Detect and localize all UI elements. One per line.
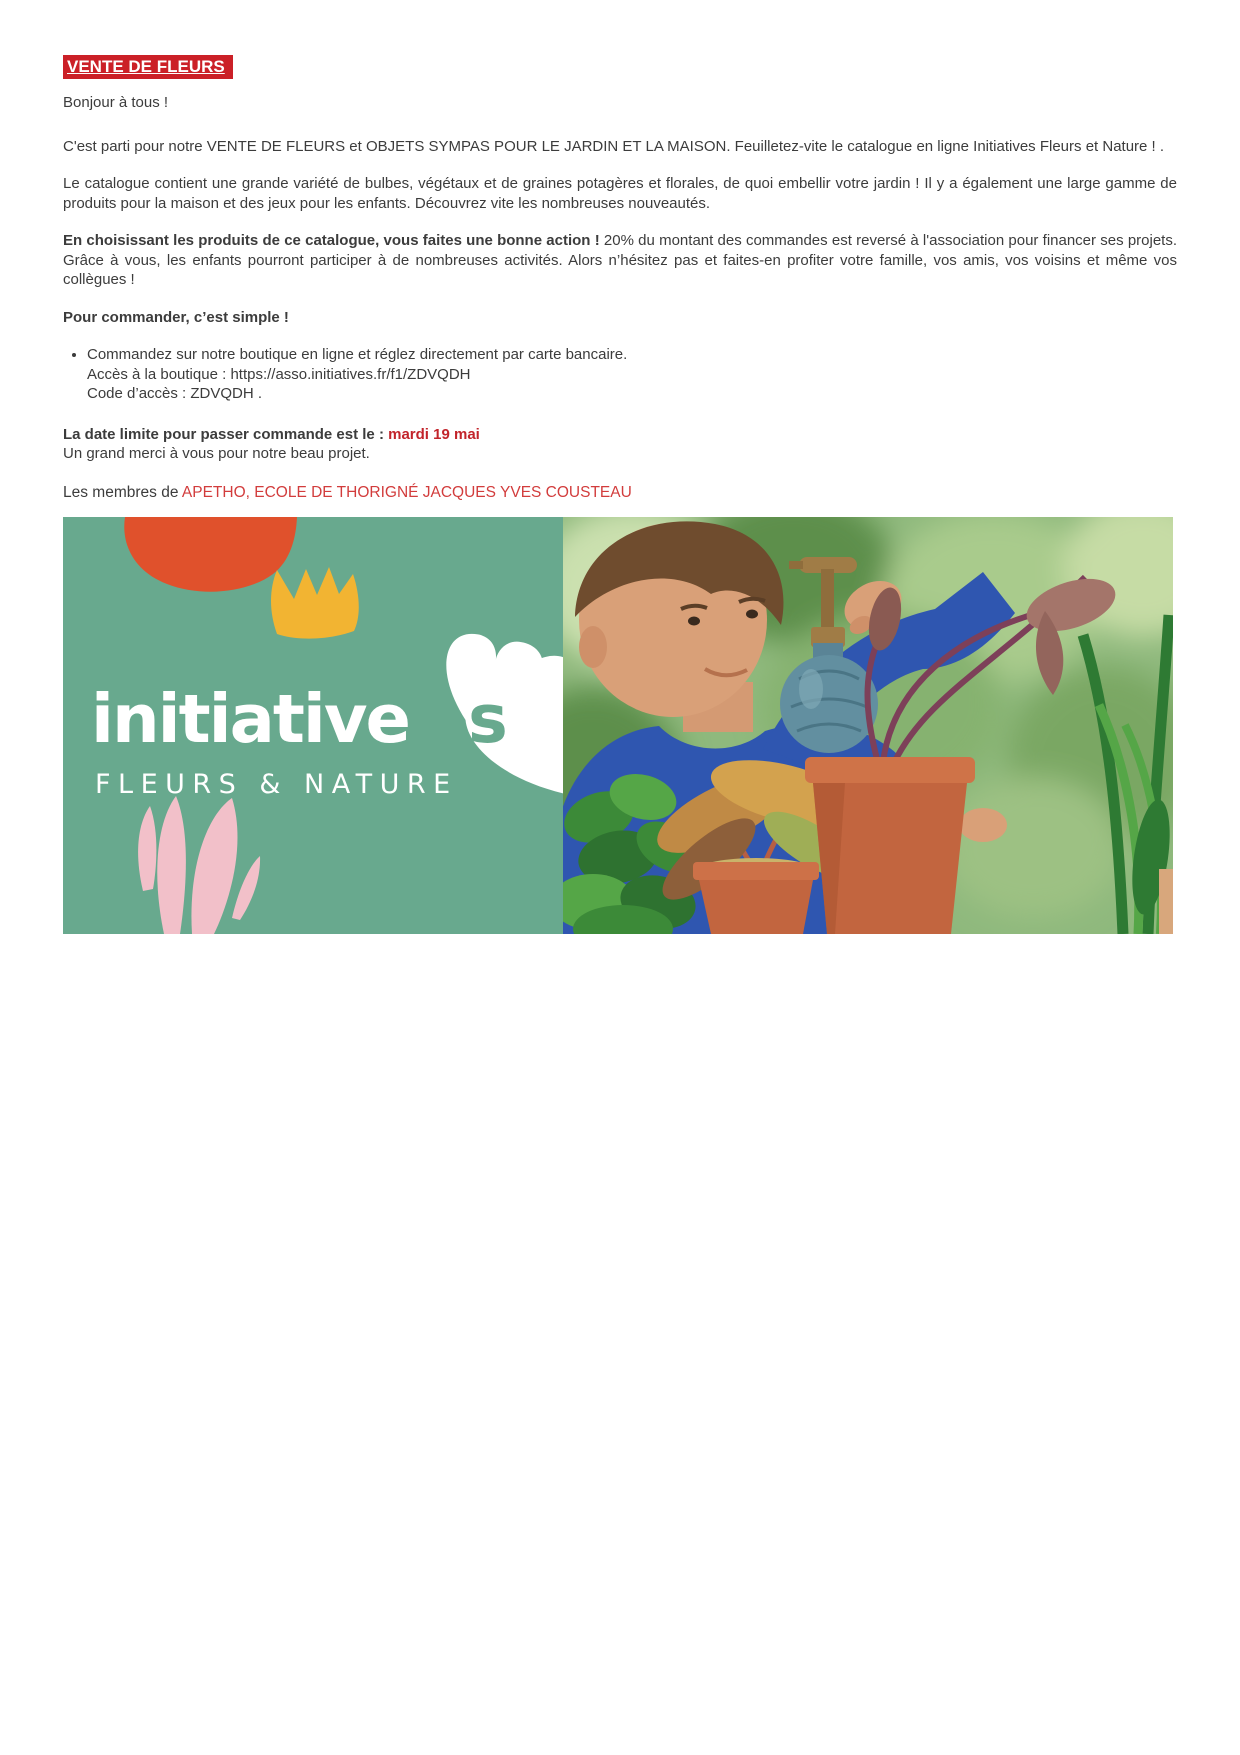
boutique-url[interactable]: https://asso.initiatives.fr/f1/ZDVQDH xyxy=(230,365,471,383)
deadline-line xyxy=(63,425,1177,445)
deadline-label: La date limite pour passer commande est le : xyxy=(63,425,389,443)
order-line-access xyxy=(87,365,1177,385)
deadline-date: mardi 19 mai xyxy=(388,425,480,443)
order-instructions-list xyxy=(63,345,1177,404)
title-banner[interactable]: VENTE DE FLEURS xyxy=(63,55,233,79)
order-heading: Pour commander, c’est simple ! xyxy=(63,308,289,326)
intro-paragraph-1: C'est parti pour notre VENTE DE FLEURS et OBJETS SYMPAS POUR LE JARDIN ET LA MAISON. Feuilletez-vite le catalogue en ligne Initiatives Fleurs et Nature ! . xyxy=(63,137,1165,155)
logo-subtitle: FLEURS & NATURE xyxy=(95,769,458,800)
logo-wordmark-tail: s xyxy=(468,680,508,758)
intro-paragraph-2: Le catalogue contient une grande variété de bulbes, végétaux et de graines potagères et florales, de quoi embellir votre jardin ! Il y a également une large gamme de produits pour la maison et des jeux pour les enfants. Découvrez vite les nombreuses nouveautés. xyxy=(63,175,1177,212)
banner-logo-panel xyxy=(63,517,563,934)
good-action-bold: En choisissant les produits de ce catalogue, vous faites une bonne action ! xyxy=(63,232,600,249)
banner-photo-boy-watering-plants xyxy=(563,517,1173,934)
order-line-code: Code d’accès : ZDVQDH . xyxy=(87,385,263,402)
thanks-line: Un grand merci à vous pour notre beau projet. xyxy=(63,445,370,462)
order-list-item xyxy=(87,345,1177,404)
greeting-text: Bonjour à tous ! xyxy=(63,94,169,111)
good-action-rest: 20% du montant des commandes est reversé à l'association pour financer ses projets. Grâce à vous, les enfants pourront participer à de nombreuses activités. Alors n’hésitez pas et faites-en profiter votre famille, vos amis, vos voisins et même vos collègues ! xyxy=(63,232,1178,288)
access-label: Accès à la boutique : xyxy=(87,365,231,383)
order-line-payment: • Commandez sur notre boutique en ligne et réglez directement par carte bancaire. xyxy=(87,346,628,363)
logo-wordmark-head: initiative xyxy=(91,680,409,758)
signature-line xyxy=(63,483,1177,503)
initiatives-banner-image xyxy=(63,517,1173,934)
association-name: APETHO, ECOLE DE THORIGNÉ JACQUES YVES COUSTEAU xyxy=(181,483,632,501)
good-action-paragraph xyxy=(63,231,1177,290)
signature-prefix: Les membres de xyxy=(63,483,182,501)
